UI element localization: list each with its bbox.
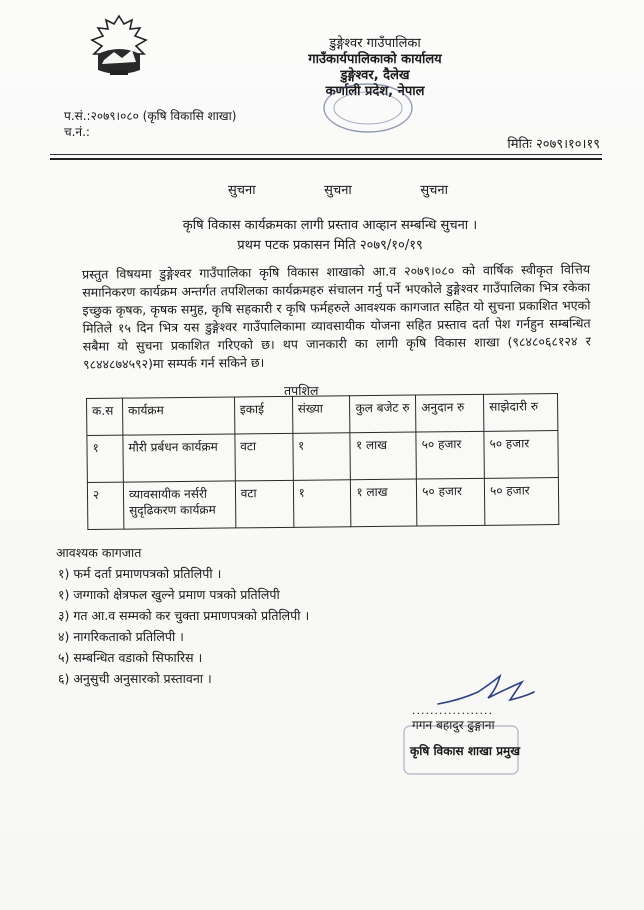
table-row (87, 478, 558, 530)
office-stamp-top (318, 80, 418, 136)
table-cell: २ (87, 482, 123, 529)
table-cell: १ (87, 435, 123, 482)
list-item: ६) अनुसुची अनुसारको प्रस्तावना । (58, 671, 212, 686)
header-cell-sn: क.स (87, 398, 123, 435)
letterhead-province: कर्णाली प्रदेश, नेपाल (325, 84, 425, 99)
list-item: ३) गत आ.व सम्मको कर चुक्ता प्रमाणपत्रको प्रतिलिपी । (58, 608, 310, 623)
header-divider (50, 154, 602, 155)
table-cell: मौरी प्रर्बधन कार्यक्रम (123, 434, 235, 482)
table-cell: ५० हजार (417, 478, 485, 526)
table-cell: १ लाख (350, 432, 416, 480)
table-cell: वटा (235, 433, 293, 481)
table-row (87, 431, 558, 483)
header-divider-thick (50, 158, 602, 160)
documents-heading: आवश्यक कागजात (56, 545, 142, 560)
required-documents (56, 542, 309, 689)
list-item: १) जग्गाको क्षेत्रफल खुल्ने प्रमाण पत्रको प्रतिलिपी (58, 587, 280, 602)
notice-word: सुचना (324, 183, 352, 198)
table-cell: ५० हजार (484, 431, 558, 479)
notice-word: सुचना (420, 183, 448, 198)
table-cell: ५० हजार (484, 478, 558, 526)
publication-date: प्रथम पटक प्रकासन मिति २०७९/१०/१९ (237, 238, 423, 253)
signature-line: .................. (412, 704, 493, 717)
notice-heading (228, 180, 448, 198)
list-item: ४) नागरिकताको प्रतिलिपी । (58, 629, 184, 644)
table-cell: व्यावसायीक नर्सरी सुदृढिकरण कार्यक्रम (123, 481, 235, 529)
reference-block (64, 108, 236, 140)
table-header-row (87, 394, 558, 436)
signatory-name: गगन बहादुर ढुङ्गाना (412, 718, 495, 732)
letterhead-municipality: डुङ्गेश्वर गाउँपालिका (329, 36, 421, 51)
signatory-role: कृषि विकास शाखा प्रमुख (410, 744, 521, 758)
nepal-emblem-icon (80, 14, 158, 80)
body-paragraph (60, 260, 591, 374)
table-cell: ५० हजार (416, 431, 484, 479)
table-caption: तपशिल (284, 383, 319, 398)
dispatch-number: च.नं.: (64, 125, 90, 139)
letterhead-address: डुङ्गेश्वर, दैलेख (340, 68, 410, 83)
body-text: प्रस्तुत विषयमा डुङ्गेश्वर गाउँपालिका कृषि विकास शाखाको आ.व २०७९।०८० को वार्षिक स्वीकृत वित्तिय समानिकरण कार्यक्रम अन्तर्गत तपशिलका कार्यक्रमहरु संचालन गर्नु पर्ने भएकोले डुङ्गेश्वर गाउँपालिका भित्र रकेका इच्छुक कृषक, कृषक समुह, कृषि सहकारी र कृषि फर्महरुले आवश्यक कागजात सहित यो सुचना प्रकाशित भएको मितिले १५ दिन भित्र यस डुङ्गेश्वर गाउँपालिकामा व्यावसायीक योजना सहित प्रस्ताव दर्ता पेश गर्नहुन सम्बन्धित सबैमा यो सुचना प्रकाशित गरिएको छ। थप जानकारी का लागी कृषि विकास शाखा (९८४८०६८१२४ र ९८४४८७४५९२)मा सम्पर्क गर्न सकिने छ। (82, 261, 591, 372)
header-cell-total-budget: कुल बजेट रु (350, 395, 416, 433)
table-cell: १ (293, 480, 351, 528)
table-cell: १ लाख (351, 479, 417, 527)
program-table (86, 393, 559, 530)
table-cell: वटा (235, 480, 293, 528)
table-cell: १ (292, 433, 350, 481)
header-cell-unit: इकाई (234, 396, 292, 434)
header-cell-program: कार्यक्रम (122, 397, 234, 435)
notice-word: सुचना (228, 183, 256, 198)
list-item: १) फर्म दर्ता प्रमाणपत्रको प्रतिलिपी । (58, 566, 222, 581)
subject-block (60, 216, 600, 256)
header-cell-partnership: साझेदारी रु (484, 394, 558, 432)
subject-title: कृषि विकास कार्यक्रमका लागी प्रस्ताव आव्हान सम्बन्धि सुचना । (182, 218, 478, 233)
list-item: ५) सम्बन्धित वडाको सिफारिस । (58, 650, 203, 665)
header-cell-quantity: संख्या (292, 396, 350, 434)
header-cell-grant: अनुदान रु (416, 394, 484, 432)
reference-number: प.सं.:२०७९।०८० (कृषि विकासि शाखा) (64, 109, 237, 123)
letterhead-office: गाउँकार्यपालिकाको कार्यालय (308, 52, 442, 67)
document-date: मितिः २०७९।१०।१९ (507, 137, 600, 152)
